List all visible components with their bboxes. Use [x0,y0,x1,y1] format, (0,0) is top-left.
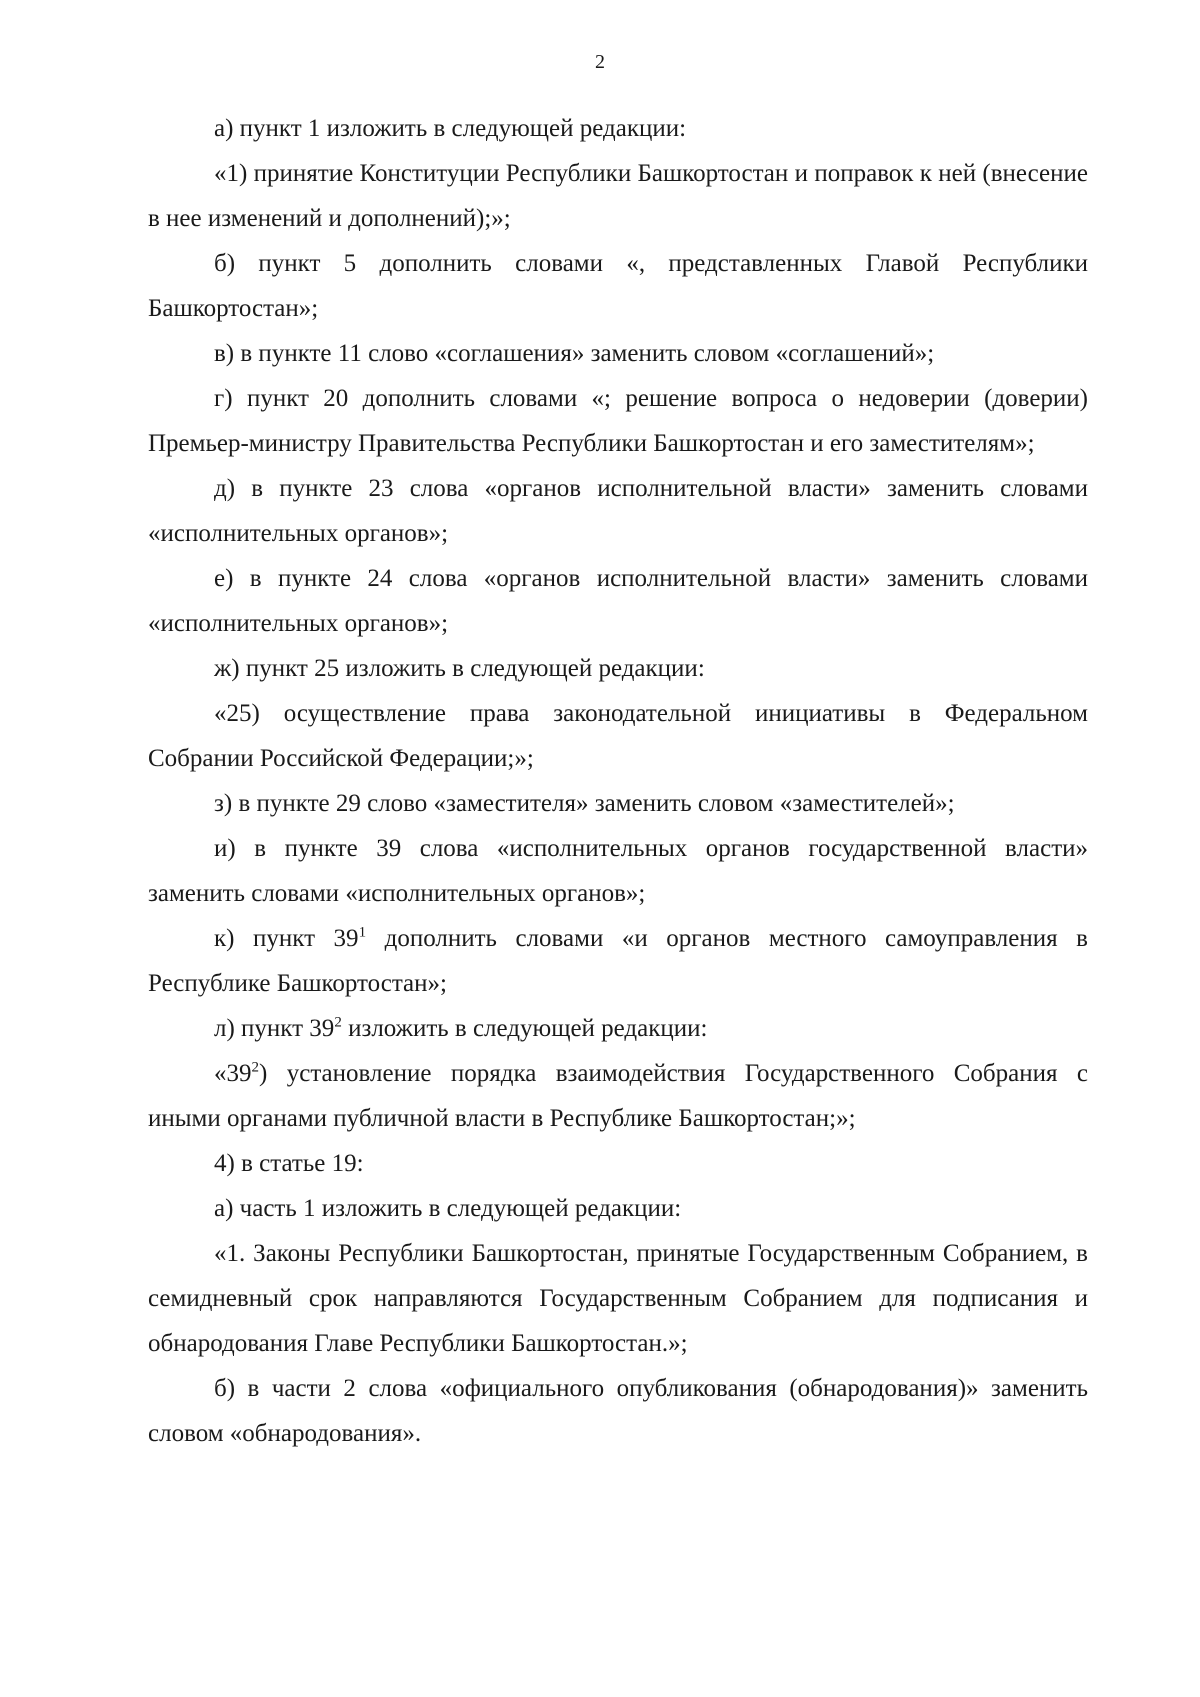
paragraph-amend-l-item-39-2 [148,1006,1088,1051]
paragraph-part-1-text: «1. Законы Республики Башкортостан, принятые Государственным Собранием, в семидневный срок направляются Государственным Собранием для подписания и обнародования Главе Республики Башкортостан.»; [148,1240,1088,1357]
paragraph-article-19: 4) в статье 19: [214,1150,364,1177]
paragraph-amend-a-part-1: а) часть 1 изложить в следующей редакции: [214,1195,682,1222]
paragraph-text-start: л) пункт 39 [214,1015,335,1042]
paragraph-amend-g-item-20: г) пункт 20 дополнить словами «; решение вопроса о недоверии (доверии) Премьер-министру Правительства Республики Башкортостан и его заместителям»; [148,385,1088,457]
document-body [148,106,1088,1456]
paragraph-text-start: «39 [214,1060,252,1087]
paragraph-amend-zh-item-25: ж) пункт 25 изложить в следующей редакции: [214,655,705,682]
paragraph-item-25-text: «25) осуществление права законодательной инициативы в Федеральном Собрании Российской Федерации;»; [148,700,1088,772]
superscript-index: 2 [251,1059,259,1076]
paragraph-amend-b-item-5: б) пункт 5 дополнить словами «, представленных Главой Республики Башкортостан»; [148,250,1088,322]
paragraph-text-start: к) пункт 39 [214,925,359,952]
paragraph-amend-v-item-11: в) в пункте 11 слово «соглашения» заменить словом «соглашений»; [214,340,935,367]
paragraph-amend-i-item-39: и) в пункте 39 слова «исполнительных органов государственной власти» заменить словами «исполнительных органов»; [148,835,1088,907]
paragraph-text-end: дополнить словами «и органов местного самоуправления в Республике Башкортостан»; [148,925,1088,997]
paragraph-amend-k-item-39-1 [148,916,1088,1006]
paragraph-amend-z-item-29: з) в пункте 29 слово «заместителя» заменить словом «заместителей»; [214,790,955,817]
paragraph-text-end: изложить в следующей редакции: [341,1015,708,1042]
paragraph-item-39-2-text [148,1051,1088,1141]
superscript-index: 1 [358,924,367,941]
paragraph-amend-a-item-1: а) пункт 1 изложить в следующей редакции: [214,115,687,142]
paragraph-item-1-text: «1) принятие Конституции Республики Башкортостан и поправок к ней (внесение в нее изменений и дополнений);»; [148,160,1088,232]
page-number: 2 [595,51,605,73]
superscript-index: 2 [334,1014,342,1031]
paragraph-amend-b-part-2: б) в части 2 слова «официального опубликования (обнародования)» заменить словом «обнародования». [148,1375,1088,1447]
paragraph-amend-e-item-24: е) в пункте 24 слова «органов исполнительной власти» заменить словами «исполнительных органов»; [148,565,1088,637]
paragraph-text-end: ) установление порядка взаимодействия Государственного Собрания с иными органами публичной власти в Республике Башкортостан;»; [148,1060,1088,1132]
paragraph-amend-d-item-23: д) в пункте 23 слова «органов исполнительной власти» заменить словами «исполнительных органов»; [148,475,1088,547]
